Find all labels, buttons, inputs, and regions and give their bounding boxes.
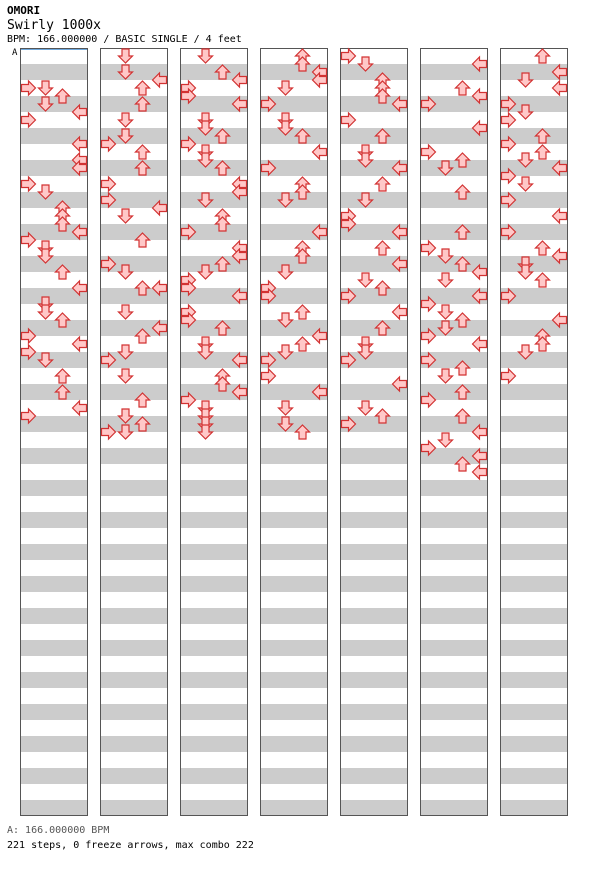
beat-stripe — [100, 768, 168, 784]
beat-stripe — [20, 544, 88, 560]
beat-stripe — [100, 96, 168, 112]
beat-stripe — [420, 512, 488, 528]
beat-stripe — [100, 576, 168, 592]
beat-stripe — [180, 768, 248, 784]
beat-stripe — [420, 224, 488, 240]
beat-stripe — [500, 352, 568, 368]
beat-stripe — [180, 800, 248, 816]
beat-stripe — [100, 704, 168, 720]
beat-stripe — [420, 672, 488, 688]
beat-stripe — [20, 704, 88, 720]
step-arrow-icon — [313, 145, 327, 159]
beat-stripe — [500, 384, 568, 400]
step-arrow-icon — [376, 241, 390, 255]
beat-stripe — [20, 640, 88, 656]
measure-column — [100, 49, 168, 817]
beat-stripe — [100, 384, 168, 400]
beat-stripe — [180, 544, 248, 560]
beat-stripe — [340, 608, 408, 624]
beat-stripe — [260, 576, 328, 592]
step-arrow-icon — [553, 209, 567, 223]
beat-stripe — [420, 608, 488, 624]
beat-stripe — [100, 448, 168, 464]
beat-stripe — [340, 768, 408, 784]
step-arrow-icon — [73, 337, 87, 351]
beat-stripe — [180, 160, 248, 176]
beat-stripe — [260, 192, 328, 208]
measure-column — [260, 49, 328, 817]
beat-stripe — [340, 448, 408, 464]
beat-stripe — [260, 640, 328, 656]
beat-stripe — [500, 416, 568, 432]
beat-stripe — [180, 512, 248, 528]
step-arrow-icon — [102, 177, 116, 191]
step-arrow-icon — [119, 369, 133, 383]
step-arrow-icon — [73, 401, 87, 415]
step-arrow-icon — [439, 273, 453, 287]
beat-stripe — [500, 448, 568, 464]
beat-stripe — [500, 640, 568, 656]
beat-stripe — [260, 544, 328, 560]
step-arrow-icon — [473, 337, 487, 351]
step-stats: 221 steps, 0 freeze arrows, max combo 222 — [7, 840, 254, 851]
step-arrow-icon — [359, 401, 373, 415]
step-arrow-icon — [342, 113, 356, 127]
step-arrow-icon — [502, 369, 516, 383]
beat-stripe — [100, 736, 168, 752]
beat-stripe — [340, 512, 408, 528]
beat-stripe — [20, 64, 88, 80]
beat-stripe — [20, 256, 88, 272]
beat-stripe — [260, 416, 328, 432]
step-arrow-icon — [553, 81, 567, 95]
beat-stripe — [340, 480, 408, 496]
step-arrow-icon — [119, 305, 133, 319]
beat-stripe — [340, 736, 408, 752]
beat-stripe — [180, 704, 248, 720]
step-arrow-icon — [456, 81, 470, 95]
beat-stripe — [180, 576, 248, 592]
beat-stripe — [100, 224, 168, 240]
beat-stripe — [260, 128, 328, 144]
measure-column — [20, 49, 88, 817]
chart-info: BPM: 166.000000 / BASIC SINGLE / 4 feet — [7, 34, 242, 45]
step-arrow-icon — [359, 273, 373, 287]
step-arrow-icon — [422, 145, 436, 159]
step-arrow-icon — [22, 177, 36, 191]
step-arrow-icon — [199, 49, 213, 63]
beat-stripe — [420, 736, 488, 752]
step-arrow-icon — [439, 369, 453, 383]
beat-stripe — [420, 704, 488, 720]
beat-stripe — [100, 672, 168, 688]
beat-stripe — [180, 416, 248, 432]
step-arrow-icon — [39, 305, 53, 319]
beat-stripe — [500, 800, 568, 816]
step-arrow-icon — [279, 401, 293, 415]
beat-stripe — [420, 544, 488, 560]
beat-stripe — [20, 672, 88, 688]
step-arrow-icon — [439, 305, 453, 319]
step-arrow-icon — [342, 49, 356, 63]
beat-stripe — [180, 448, 248, 464]
step-arrow-icon — [536, 49, 550, 63]
beat-stripe — [500, 608, 568, 624]
beat-stripe — [20, 384, 88, 400]
beat-stripe — [260, 672, 328, 688]
beat-stripe — [180, 480, 248, 496]
beat-stripe — [500, 704, 568, 720]
beat-stripe — [420, 800, 488, 816]
step-arrow-icon — [296, 337, 310, 351]
beat-stripe — [500, 672, 568, 688]
measure-column — [340, 49, 408, 817]
step-arrow-icon — [536, 145, 550, 159]
step-arrow-icon — [439, 433, 453, 447]
beat-stripe — [100, 608, 168, 624]
step-arrow-icon — [119, 49, 133, 63]
beat-stripe — [500, 512, 568, 528]
beat-stripe — [340, 64, 408, 80]
step-arrow-icon — [296, 305, 310, 319]
beat-stripe — [180, 608, 248, 624]
beat-stripe — [100, 160, 168, 176]
beat-stripe — [180, 736, 248, 752]
bpm-legend: A: 166.000000 BPM — [7, 825, 110, 836]
beat-stripe — [260, 608, 328, 624]
beat-stripe — [340, 672, 408, 688]
beat-stripe — [260, 256, 328, 272]
measure-column — [500, 49, 568, 817]
beat-stripe — [20, 576, 88, 592]
beat-stripe — [100, 512, 168, 528]
beat-stripe — [500, 736, 568, 752]
beat-stripe — [260, 800, 328, 816]
beat-stripe — [260, 736, 328, 752]
beat-stripe — [340, 704, 408, 720]
beat-stripe — [20, 512, 88, 528]
beat-stripe — [20, 800, 88, 816]
beat-stripe — [100, 544, 168, 560]
step-arrow-icon — [393, 305, 407, 319]
step-arrow-icon — [536, 273, 550, 287]
beat-stripe — [420, 160, 488, 176]
beat-stripe — [20, 736, 88, 752]
bpm-section-marker: A — [12, 48, 18, 58]
song-title: Swirly 1000x — [7, 18, 101, 33]
step-arrow-icon — [119, 113, 133, 127]
beat-stripe — [20, 608, 88, 624]
step-arrow-icon — [22, 81, 36, 95]
step-arrow-icon — [22, 113, 36, 127]
step-arrow-icon — [119, 209, 133, 223]
beat-stripe — [20, 192, 88, 208]
beat-stripe — [260, 480, 328, 496]
beat-stripe — [20, 448, 88, 464]
beat-stripe — [260, 704, 328, 720]
beat-stripe — [260, 448, 328, 464]
beat-stripe — [340, 544, 408, 560]
beat-stripe — [340, 800, 408, 816]
beat-stripe — [260, 768, 328, 784]
measure-column — [420, 49, 488, 817]
beat-stripe — [340, 576, 408, 592]
beat-stripe — [500, 576, 568, 592]
step-arrow-icon — [519, 177, 533, 191]
beat-stripe — [420, 640, 488, 656]
beat-stripe — [180, 640, 248, 656]
step-arrow-icon — [136, 145, 150, 159]
beat-stripe — [500, 768, 568, 784]
step-arrow-icon — [56, 369, 70, 383]
step-arrow-icon — [422, 241, 436, 255]
step-arrow-icon — [262, 369, 276, 383]
beat-stripe — [100, 800, 168, 816]
step-arrow-icon — [536, 337, 550, 351]
beat-stripe — [340, 128, 408, 144]
step-arrow-icon — [279, 81, 293, 95]
beat-stripe — [500, 480, 568, 496]
beat-stripe — [260, 512, 328, 528]
beat-stripe — [420, 576, 488, 592]
beat-stripe — [20, 768, 88, 784]
beat-stripe — [500, 544, 568, 560]
step-arrow-icon — [376, 177, 390, 191]
beat-stripe — [100, 480, 168, 496]
step-arrow-icon — [502, 113, 516, 127]
step-arrow-icon — [39, 81, 53, 95]
beat-stripe — [420, 192, 488, 208]
step-arrow-icon — [136, 81, 150, 95]
beat-stripe — [420, 768, 488, 784]
measure-column — [180, 49, 248, 817]
beat-stripe — [340, 640, 408, 656]
beat-stripe — [340, 192, 408, 208]
beat-stripe — [420, 480, 488, 496]
step-arrow-icon — [473, 465, 487, 479]
beat-stripe — [180, 672, 248, 688]
song-artist: OMORI — [7, 4, 41, 17]
step-arrow-icon — [536, 241, 550, 255]
beat-stripe — [100, 640, 168, 656]
beat-stripe — [20, 480, 88, 496]
beat-stripe — [340, 320, 408, 336]
